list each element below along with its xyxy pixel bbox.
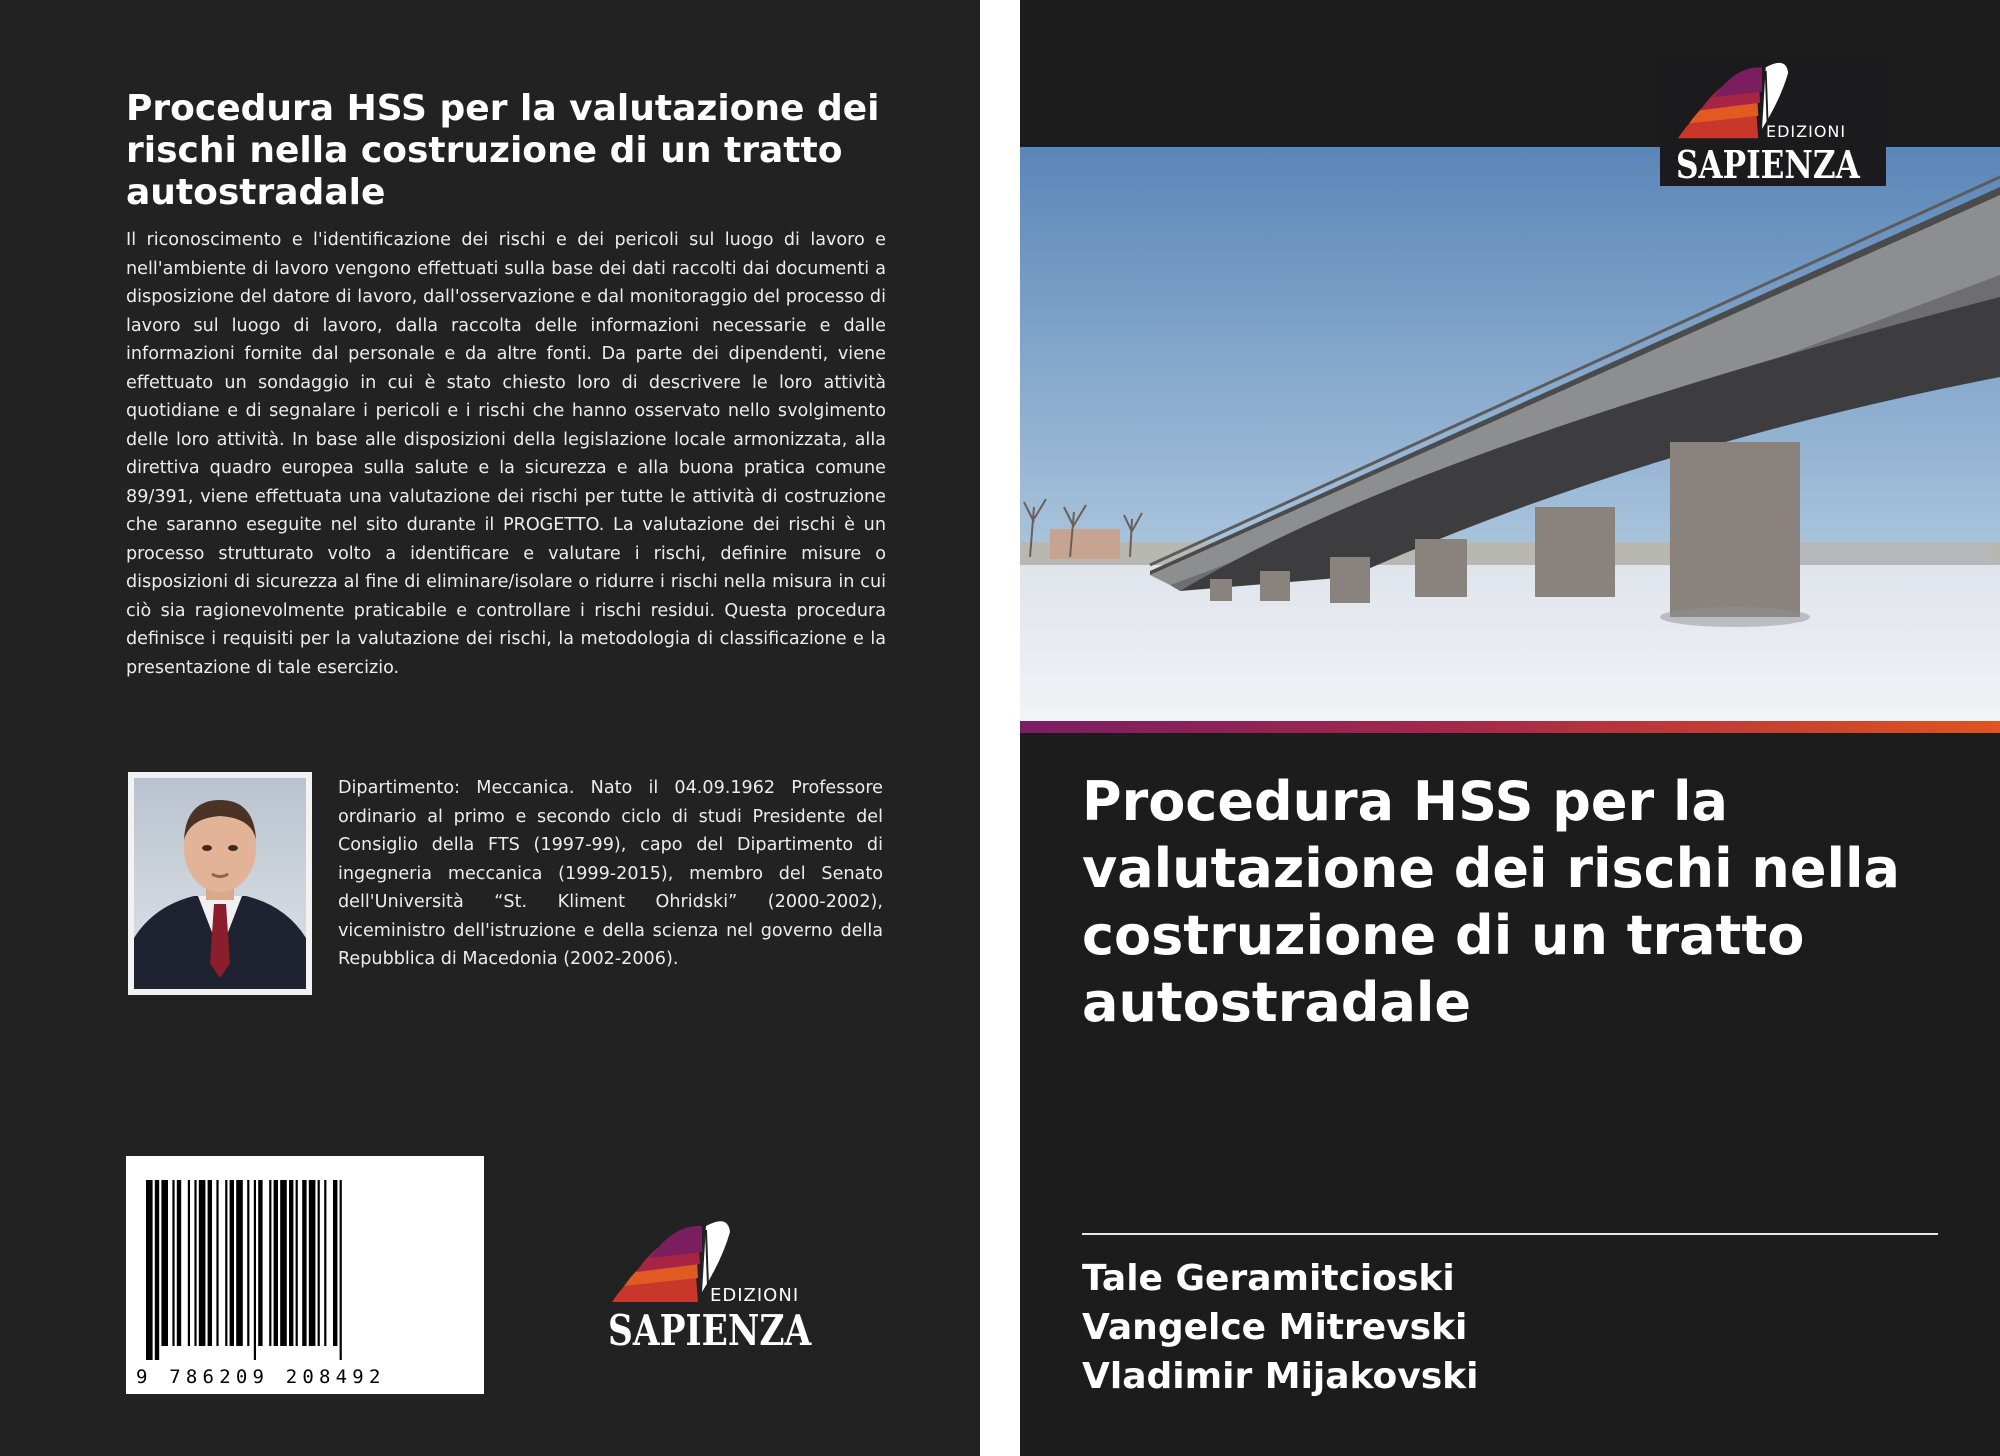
barcode-bar: [177, 1180, 181, 1346]
publisher-name: SAPIENZA: [608, 1306, 812, 1355]
author-photo: [128, 772, 312, 995]
barcode-bar: [216, 1180, 218, 1346]
barcode-bar: [333, 1180, 337, 1346]
publisher-edizioni-label: EDIZIONI: [710, 1285, 800, 1306]
barcode-bar: [302, 1180, 306, 1346]
barcode-bar: [309, 1180, 316, 1346]
barcode-bar: [161, 1180, 168, 1346]
barcode-bar: [230, 1180, 234, 1346]
cover-photo: [1020, 147, 2000, 721]
barcode-bar: [194, 1180, 196, 1346]
author-divider: [1082, 1233, 1938, 1235]
publisher-edizioni-label: EDIZIONI: [1766, 122, 1847, 141]
barcode-bar: [199, 1180, 206, 1346]
barcode-bar: [269, 1180, 271, 1346]
author-name: Vangelce Mitrevski: [1082, 1307, 1468, 1348]
barcode-bar: [340, 1180, 342, 1360]
back-cover-blurb: Il riconoscimento e l'identificazione dei rischi e dei pericoli sul luogo di lavoro e nell'ambiente di lavoro vengono effettuati sulla base dei dati raccolti dai documenti a disposizione del datore di lavoro, dall'osservazione e dal monitoraggio del processo di lavoro sul luogo di lavoro, dalla raccolta delle informazioni necessarie e dalle informazioni fornite dal personale e da altre fonti. Da parte dei dipendenti, viene effettuato un sondaggio in cui è stato chiesto loro di descrivere le loro attività quotidiane e di segnalare i pericoli e i rischi che hanno osservato nello svolgimento delle loro attività. In base alle disposizioni della legislazione locale armonizzata, alla direttiva quadro europea sulla salute e la sicurezza e alla buona pratica comune 89/391, viene effettuata una valutazione dei rischi per tutte le attività di costruzione che saranno eseguite nel sito durante il PROGETTO. La valutazione dei rischi è un processo strutturato volto a identificare e valutare i rischi, definire misure o disposizioni di sicurezza al fine di eliminare/isolare o ridurre i rischi nella misura in cui ciò sia ragionevolmente praticabile e controllare i rischi residui. Questa procedura definisce i requisiti per la valutazione dei rischi, la metodologia di classificazione e la presentazione di tale esercizio.: [126, 230, 886, 678]
barcode-bar: [208, 1180, 212, 1346]
barcode-bar: [155, 1180, 159, 1360]
barcode-bar: [280, 1180, 287, 1346]
barcode-bar: [258, 1180, 262, 1346]
author-name: Tale Geramitcioski: [1082, 1258, 1455, 1299]
author-name: Vladimir Mijakovski: [1082, 1356, 1479, 1397]
isbn-digits: 9 786209 208492: [136, 1366, 386, 1388]
back-cover-title: Procedura HSS per la valutazione dei rischi nella costruzione di un tratto autostradale: [126, 88, 880, 213]
barcode-bar: [289, 1180, 293, 1346]
barcode-bar: [274, 1180, 278, 1346]
back-cover: [0, 0, 980, 1456]
front-cover: [1020, 0, 2000, 1456]
barcode-bar: [172, 1180, 174, 1346]
barcode-bar: [254, 1180, 256, 1360]
barcode-bar: [225, 1180, 227, 1346]
barcode-bars: [146, 1180, 464, 1360]
publisher-name: SAPIENZA: [1676, 142, 1860, 187]
accent-bar: [1020, 721, 2000, 733]
barcode-bar: [247, 1180, 249, 1346]
bridge-over-frozen-river-image: [1020, 147, 2000, 721]
barcode-bar: [146, 1180, 153, 1360]
author-portrait-image: [134, 778, 306, 989]
front-cover-title: Procedura HSS per la valutazione dei rischi nella costruzione di un tratto autostradale: [1082, 770, 1900, 1034]
barcode-bar: [188, 1180, 190, 1346]
barcode-bar: [324, 1180, 326, 1346]
author-list: [1082, 1254, 1478, 1401]
barcode-bar: [296, 1180, 298, 1346]
barcode-bar: [236, 1180, 243, 1346]
isbn-barcode: [126, 1156, 484, 1394]
barcode-bar: [318, 1180, 320, 1346]
publisher-logo-back: [586, 1210, 826, 1355]
author-bio: Dipartimento: Meccanica. Nato il 04.09.1962 Professore ordinario al primo e secondo ciclo di studi Presidente del Consiglio della FTS (1997-99), capo del Dipartimento di ingegneria meccanica (1999-2015), membro del Senato dell'Università “St. Kliment Ohridski” (2000-2002), viceministro dell'istruzione e della scienza nel governo della Repubblica di Macedonia (2002-2006).: [338, 778, 883, 969]
publisher-logo-front: [1660, 58, 1886, 186]
